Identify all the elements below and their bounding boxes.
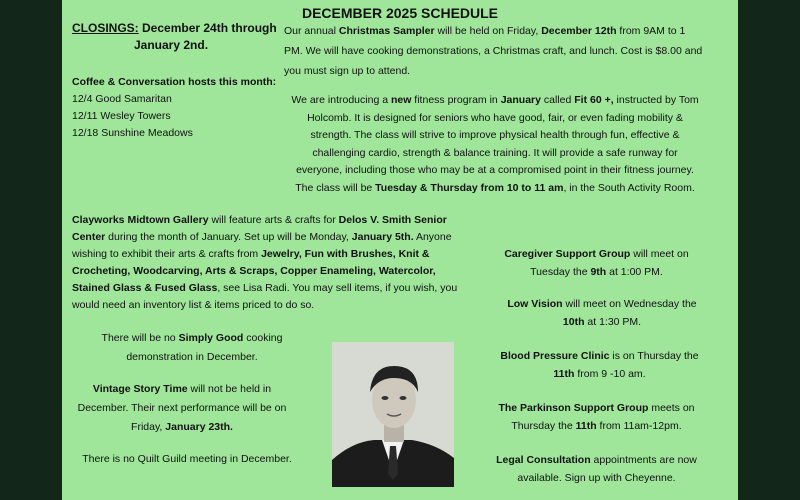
closings-text-1: December 24th through xyxy=(142,21,277,35)
portrait-illustration xyxy=(332,342,454,487)
fitness-program-text: We are introducing a new fitness program in January called Fit 60 +, instructed by Tom Holcomb. It is designed for seniors who have good, fair, or even fading mobility & strength. The class will strive to improve physical health through fun, effective & challenging cardio, strength & balance training. It will provide a safe runway for everyone, including those who may be at a compromised point in their fitness journey. The class will be Tuesday & Thursday from 10 to 11 am, in the South Activity Room. xyxy=(291,94,699,194)
christmas-sampler-text: Our annual Christmas Sampler will be held on Friday, December 12th from 9AM to 1 PM. We will have cooking demonstrations, a Christmas craft, and lunch. Cost is $8.00 and you must sign up to attend. xyxy=(284,25,703,77)
portrait-photo xyxy=(332,342,454,487)
vintage-story-time-text: Vintage Story Time will not be held in December. Their next performance will be on Friday, January 23th. xyxy=(77,383,287,433)
blood-pressure-text: Blood Pressure Clinic is on Thursday the 11th from 9 -10 am. xyxy=(500,350,699,380)
coffee-heading: Coffee & Conversation hosts this month: xyxy=(72,76,277,88)
coffee-host-1: 12/4 Good Samaritan xyxy=(72,93,172,105)
coffee-host-2: 12/11 Wesley Towers xyxy=(72,110,171,122)
closings-notice xyxy=(72,20,282,54)
closings-label: CLOSINGS: xyxy=(72,21,139,35)
legal-consultation-text: Legal Consultation appointments are now available. Sign up with Cheyenne. xyxy=(496,454,697,484)
simply-good-text: There will be no Simply Good cooking demonstration in December. xyxy=(101,332,283,363)
closings-text-2: January 2nd. xyxy=(134,38,209,52)
coffee-conversation xyxy=(72,74,282,142)
coffee-host-3: 12/18 Sunshine Meadows xyxy=(72,127,193,139)
quilt-guild-text: There is no Quilt Guild meeting in December. xyxy=(82,453,292,465)
schedule-flyer xyxy=(62,0,738,500)
clayworks-gallery-text: Clayworks Midtown Gallery will feature arts & crafts for Delos V. Smith Senior Center during the month of January. Set up will be Monday, January 5th. Anyone wishing to exhibit their arts & crafts from Jewelry, Fun with Brushes, Knit & Crocheting, Woodcarving, Arts & Scraps, Copper Enameling, Watercolor, Stained Glass & Fused Glass, see Lisa Radi. You may sell items, if you wish, you would need an inventory list & items priced to do so. xyxy=(72,214,458,311)
parkinson-group-text: The Parkinson Support Group meets on Thursday the 11th from 11am-12pm. xyxy=(498,402,695,432)
low-vision-text: Low Vision will meet on Wednesday the 10th at 1:30 PM. xyxy=(507,298,697,328)
caregiver-support-text: Caregiver Support Group will meet on Tuesday the 9th at 1:00 PM. xyxy=(504,248,689,278)
page-title: DECEMBER 2025 SCHEDULE xyxy=(301,5,499,21)
